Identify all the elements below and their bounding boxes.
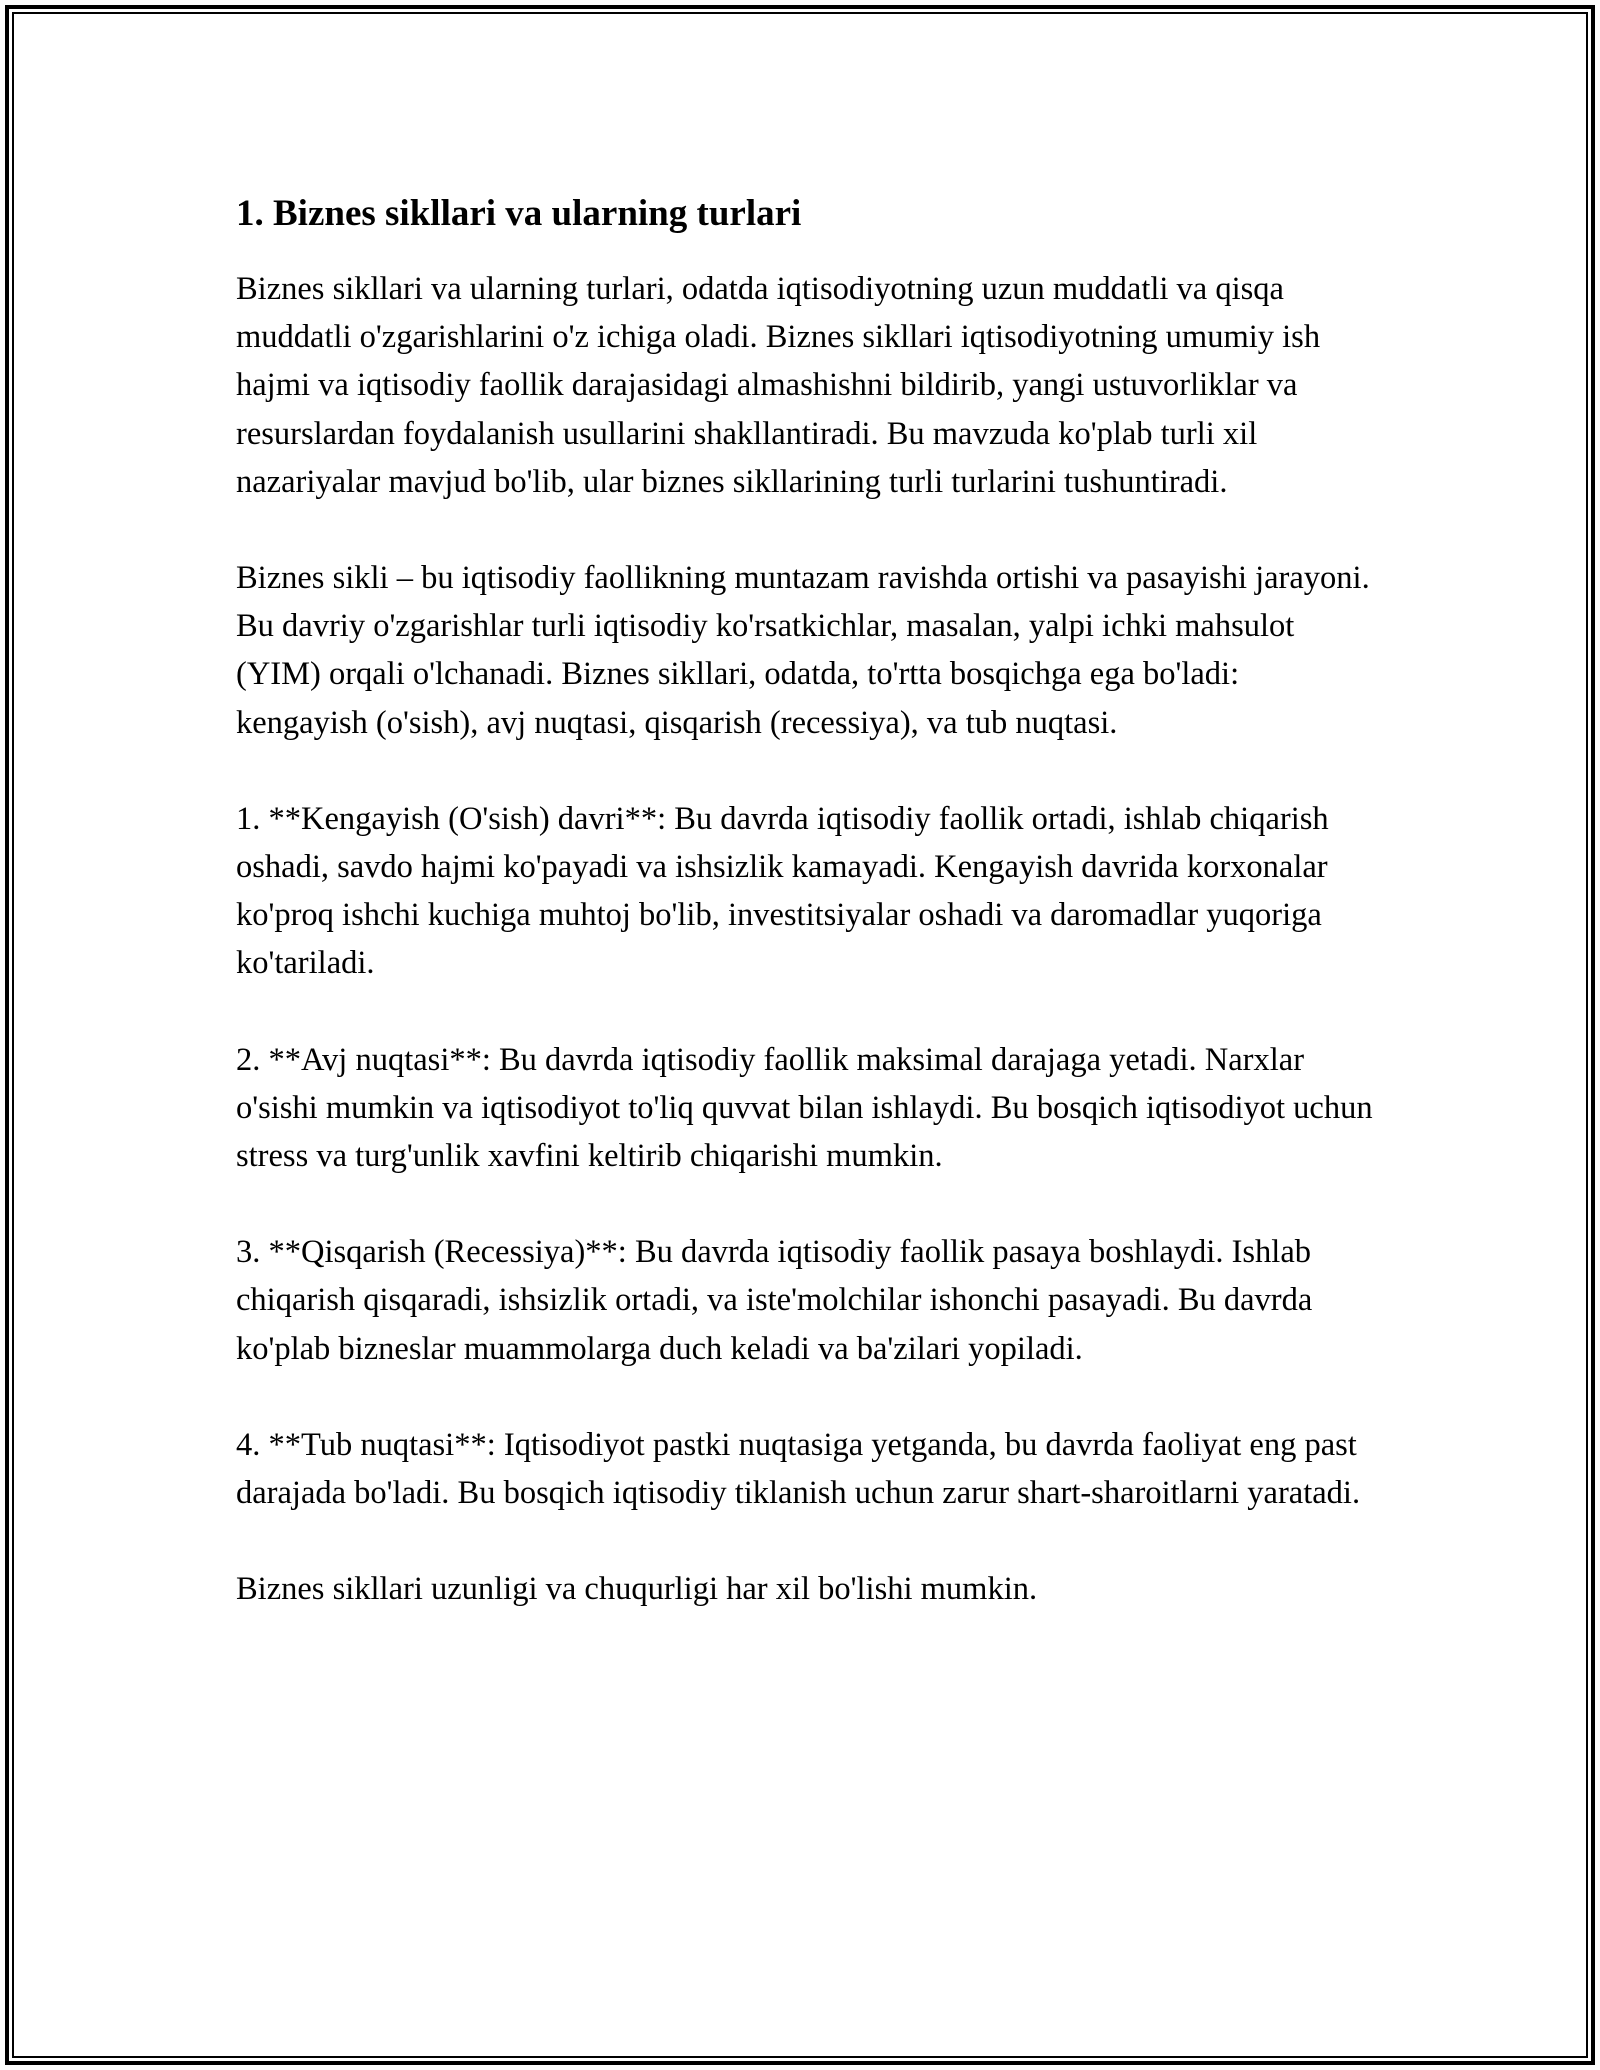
paragraph-conclusion: Biznes sikllari uzunligi va chuqurligi har xil bo'lishi mumkin. xyxy=(236,1571,1038,1608)
paragraph-phase-expansion: 1. **Kengayish (O'sish) davri**: Bu davrda iqtisodiy faollik ortadi, ishlab chiqarish oshadi, savdo hajmi ko'payadi va ishsizlik kamayadi. Kengayish davrida korxonalar ko'proq ishchi kuchiga muhtoj bo'lib, investitsiyalar oshadi va daromadlar yuqoriga ko'tariladi. xyxy=(236,800,1329,982)
paragraph-phase-trough: 4. **Tub nuqtasi**: Iqtisodiyot pastki nuqtasiga yetganda, bu davrda faoliyat eng past darajada bo'ladi. Bu bosqich iqtisodiy tiklanish uchun zarur shart-sharoitlarni yaratadi. xyxy=(236,1426,1361,1512)
document-title: 1. Biznes sikllari va ularning turlari xyxy=(236,193,802,234)
paragraph-definition: Biznes sikli – bu iqtisodiy faollikning muntazam ravishda ortishi va pasayishi jarayoni. Bu davriy o'zgarishlar turli iqtisodiy ko'rsatkichlar, masalan, yalpi ichki mahsulot (YIM) orqali o'lchanadi. Biznes sikllari, odatda, to'rtta bosqichga ega bo'ladi: kengayish (o'sish), avj nuqtasi, qisqarish (recessiya), va tub nuqtasi. xyxy=(236,560,1370,741)
paragraph-phase-recession: 3. **Qisqarish (Recessiya)**: Bu davrda iqtisodiy faollik pasaya boshlaydi. Ishlab chiqarish qisqaradi, ishsizlik ortadi, va iste'molchilar ishonchi pasayadi. Bu davrda ko'plab bizneslar muammolarga duch keladi va ba'zilari yopiladi. xyxy=(236,1234,1313,1367)
document-body xyxy=(236,185,1376,1613)
paragraph-intro: Biznes sikllari va ularning turlari, odatda iqtisodiyotning uzun muddatli va qisqa muddatli o'zgarishlarini o'z ichiga oladi. Biznes sikllari iqtisodiyotning umumiy ish hajmi va iqtisodiy faollik darajasidagi almashishni bildirib, yangi ustuvorliklar va resurslardan foydalanish usullarini shakllantiradi. Bu mavzuda ko'plab turli xil nazariyalar mavjud bo'lib, ular biznes sikllarining turli turlarini tushuntiradi. xyxy=(236,271,1321,500)
paragraph-phase-peak: 2. **Avj nuqtasi**: Bu davrda iqtisodiy faollik maksimal darajaga yetadi. Narxlar o'sishi mumkin va iqtisodiyot to'liq quvvat bilan ishlaydi. Bu bosqich iqtisodiyot uchun stress va turg'unlik xavfini keltirib chiqarishi mumkin. xyxy=(236,1041,1373,1175)
